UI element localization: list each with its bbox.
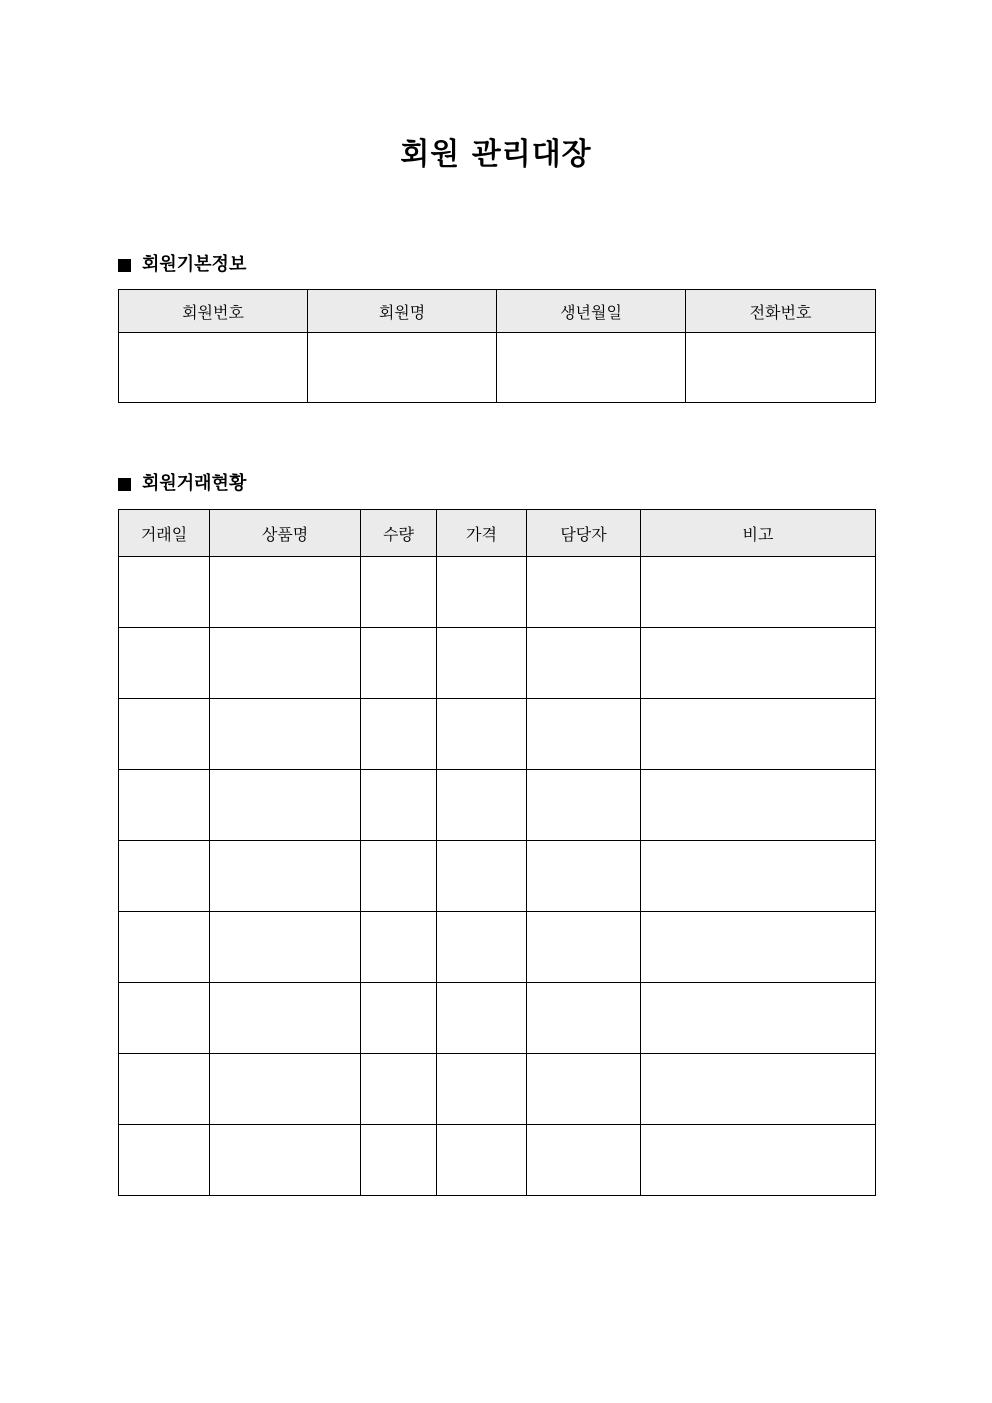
cell-trade-date[interactable] bbox=[119, 983, 210, 1054]
cell-trade-date[interactable] bbox=[119, 1054, 210, 1125]
cell-price[interactable] bbox=[437, 841, 527, 912]
cell-quantity[interactable] bbox=[361, 983, 437, 1054]
header-price: 가격 bbox=[437, 510, 527, 557]
cell-price[interactable] bbox=[437, 557, 527, 628]
table-row bbox=[119, 770, 876, 841]
header-member-name: 회원명 bbox=[308, 290, 497, 333]
cell-remarks[interactable] bbox=[641, 557, 876, 628]
cell-manager[interactable] bbox=[527, 841, 641, 912]
cell-trade-date[interactable] bbox=[119, 841, 210, 912]
cell-manager[interactable] bbox=[527, 557, 641, 628]
section-transactions bbox=[118, 472, 246, 496]
table-row bbox=[119, 628, 876, 699]
section-heading-transactions: 회원거래현황 bbox=[142, 473, 247, 494]
table-row bbox=[119, 333, 876, 403]
cell-product-name[interactable] bbox=[210, 770, 361, 841]
square-bullet-icon bbox=[118, 478, 131, 491]
cell-remarks[interactable] bbox=[641, 1054, 876, 1125]
table-row bbox=[119, 912, 876, 983]
table-header-row bbox=[119, 290, 876, 333]
cell-product-name[interactable] bbox=[210, 1125, 361, 1196]
cell-quantity[interactable] bbox=[361, 699, 437, 770]
cell-product-name[interactable] bbox=[210, 557, 361, 628]
header-product-name: 상품명 bbox=[210, 510, 361, 557]
cell-remarks[interactable] bbox=[641, 841, 876, 912]
cell-remarks[interactable] bbox=[641, 770, 876, 841]
cell-remarks[interactable] bbox=[641, 1125, 876, 1196]
cell-product-name[interactable] bbox=[210, 699, 361, 770]
cell-trade-date[interactable] bbox=[119, 699, 210, 770]
cell-quantity[interactable] bbox=[361, 912, 437, 983]
cell-price[interactable] bbox=[437, 1054, 527, 1125]
cell-member-number[interactable] bbox=[119, 333, 308, 403]
table-row bbox=[119, 983, 876, 1054]
cell-quantity[interactable] bbox=[361, 1125, 437, 1196]
header-member-number: 회원번호 bbox=[119, 290, 308, 333]
cell-price[interactable] bbox=[437, 912, 527, 983]
header-quantity: 수량 bbox=[361, 510, 437, 557]
cell-price[interactable] bbox=[437, 699, 527, 770]
cell-price[interactable] bbox=[437, 770, 527, 841]
cell-birth-date[interactable] bbox=[497, 333, 686, 403]
section-heading-basic-info: 회원기본정보 bbox=[142, 254, 247, 275]
cell-manager[interactable] bbox=[527, 628, 641, 699]
cell-remarks[interactable] bbox=[641, 699, 876, 770]
header-trade-date: 거래일 bbox=[119, 510, 210, 557]
cell-remarks[interactable] bbox=[641, 983, 876, 1054]
cell-manager[interactable] bbox=[527, 983, 641, 1054]
cell-manager[interactable] bbox=[527, 699, 641, 770]
header-remarks: 비고 bbox=[641, 510, 876, 557]
cell-phone-number[interactable] bbox=[686, 333, 876, 403]
cell-quantity[interactable] bbox=[361, 628, 437, 699]
cell-trade-date[interactable] bbox=[119, 912, 210, 983]
cell-quantity[interactable] bbox=[361, 841, 437, 912]
transactions-table bbox=[118, 509, 876, 1196]
cell-product-name[interactable] bbox=[210, 983, 361, 1054]
section-basic-info bbox=[118, 253, 246, 277]
cell-manager[interactable] bbox=[527, 770, 641, 841]
cell-trade-date[interactable] bbox=[119, 628, 210, 699]
cell-trade-date[interactable] bbox=[119, 1125, 210, 1196]
cell-product-name[interactable] bbox=[210, 912, 361, 983]
square-bullet-icon bbox=[118, 259, 131, 272]
header-phone-number: 전화번호 bbox=[686, 290, 876, 333]
cell-member-name[interactable] bbox=[308, 333, 497, 403]
basic-info-table bbox=[118, 289, 876, 403]
cell-product-name[interactable] bbox=[210, 841, 361, 912]
header-manager: 담당자 bbox=[527, 510, 641, 557]
header-birth-date: 생년월일 bbox=[497, 290, 686, 333]
cell-trade-date[interactable] bbox=[119, 557, 210, 628]
cell-price[interactable] bbox=[437, 628, 527, 699]
cell-quantity[interactable] bbox=[361, 1054, 437, 1125]
cell-remarks[interactable] bbox=[641, 628, 876, 699]
cell-product-name[interactable] bbox=[210, 1054, 361, 1125]
cell-manager[interactable] bbox=[527, 1125, 641, 1196]
table-header-row bbox=[119, 510, 876, 557]
cell-manager[interactable] bbox=[527, 1054, 641, 1125]
cell-quantity[interactable] bbox=[361, 770, 437, 841]
cell-price[interactable] bbox=[437, 983, 527, 1054]
cell-trade-date[interactable] bbox=[119, 770, 210, 841]
cell-price[interactable] bbox=[437, 1125, 527, 1196]
document-title: 회원 관리대장 bbox=[400, 137, 592, 172]
cell-product-name[interactable] bbox=[210, 628, 361, 699]
table-row bbox=[119, 1125, 876, 1196]
table-row bbox=[119, 1054, 876, 1125]
cell-quantity[interactable] bbox=[361, 557, 437, 628]
table-row bbox=[119, 557, 876, 628]
cell-remarks[interactable] bbox=[641, 912, 876, 983]
table-row bbox=[119, 699, 876, 770]
table-row bbox=[119, 841, 876, 912]
cell-manager[interactable] bbox=[527, 912, 641, 983]
